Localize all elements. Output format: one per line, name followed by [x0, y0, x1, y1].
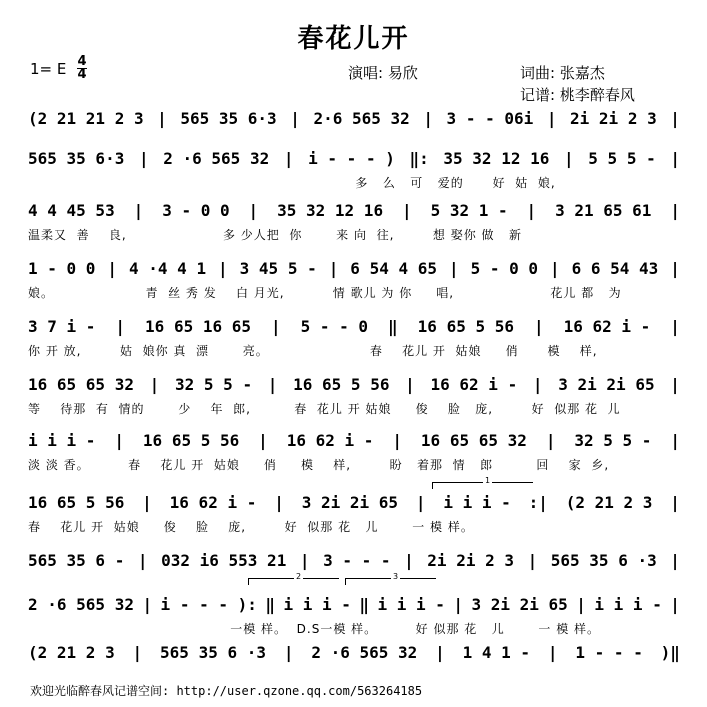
volta-number: 1 — [485, 476, 491, 485]
measure: 5 - - 0 — [300, 316, 369, 336]
barline: | — [258, 430, 268, 450]
measure: 1 - 0 0 — [28, 258, 96, 278]
measure: 565 35 6·3 — [28, 148, 125, 168]
barline: | — [533, 316, 544, 336]
measure: 3 - - - — [323, 550, 391, 570]
barline: | — [218, 258, 228, 278]
notes-row — [28, 548, 680, 572]
measure: 16 65 65 32 — [28, 374, 134, 394]
barline: | — [453, 594, 464, 614]
barline: | — [290, 108, 300, 128]
barline: | — [546, 108, 557, 128]
volta-number: 3 — [393, 572, 399, 581]
page-title: 春花儿开 — [297, 24, 410, 54]
lyrics-row: 一模 样。 D.S一模 样。 好 似那 花 儿 一 模 样。 — [28, 622, 601, 636]
measure: i i i - — [594, 594, 662, 614]
barline: ‖ — [388, 316, 398, 336]
measure: 16 62 i - — [563, 316, 651, 336]
composer-credit: 词曲: 张嘉杰 — [520, 64, 605, 82]
barline: ‖ — [359, 594, 369, 614]
barline: | — [404, 550, 414, 570]
measure: 3 - - 06i — [446, 108, 534, 128]
measure: 35 32 12 16 — [443, 148, 550, 168]
barline: ‖ — [265, 594, 275, 614]
barline: | — [115, 316, 126, 336]
measure: 3 7 i - — [28, 316, 96, 336]
barline: | — [157, 108, 167, 128]
notes-row — [28, 372, 680, 396]
barline: | — [670, 108, 680, 128]
measure: 3 2i 2i 65 — [471, 594, 568, 614]
barline: ‖: — [409, 148, 429, 168]
measure: 35 32 12 16 — [277, 200, 384, 220]
barline: | — [142, 594, 153, 614]
measure: 6 6 54 43 — [571, 258, 659, 278]
measure: i i i - — [283, 594, 351, 614]
barline: | — [392, 430, 402, 450]
notes-row — [28, 256, 680, 280]
measure: (2 21 2 3 — [28, 642, 115, 662]
barline: | — [248, 200, 259, 220]
barline: | — [423, 108, 433, 128]
lyrics-row: 温柔又 善 良, 多 少人把 你 来 向 往, 想 娶你 做 新 — [28, 228, 522, 242]
measure: (2 21 2 3 — [565, 492, 653, 512]
key-signature: 1= E — [30, 60, 67, 78]
measure: 16 62 i - — [430, 374, 518, 394]
measure: 2 ·6 565 32 — [311, 642, 418, 662]
notes-row — [28, 428, 680, 452]
barline: | — [670, 148, 680, 168]
barline: | — [670, 430, 680, 450]
notes-row — [28, 314, 680, 338]
barline: | — [149, 374, 160, 394]
barline: | — [133, 200, 144, 220]
barline: | — [670, 316, 680, 336]
notes-row — [28, 198, 680, 222]
barline: | — [435, 642, 445, 662]
volta-bracket-1 — [432, 476, 533, 489]
measure: 4 4 45 53 — [28, 200, 115, 220]
barline: | — [670, 258, 680, 278]
measure: 3 2i 2i 65 — [301, 492, 399, 512]
measure: 16 62 i - — [169, 492, 257, 512]
measure: i i i - — [443, 492, 511, 512]
measure: i i i - — [28, 430, 96, 450]
barline: | — [138, 148, 149, 168]
lyrics-row: 你 开 放, 姑 娘你 真 漂 亮。 春 花儿 开 姑娘 俏 模 样, — [28, 344, 598, 358]
barline: | — [670, 550, 680, 570]
measure: 16 65 16 65 — [145, 316, 252, 336]
measure: 2 ·6 565 32 — [28, 594, 134, 614]
barline: | — [670, 374, 680, 394]
notes-row — [28, 592, 680, 616]
barline: | — [132, 642, 143, 662]
lyrics-row: 娘。 青 丝 秀 发 白 月光, 情 歌儿 为 你 唱, 花儿 都 为 — [28, 286, 622, 300]
measure: 2i 2i 2 3 — [570, 108, 657, 128]
measure: (2 21 21 2 3 — [28, 108, 144, 128]
barline: | — [271, 316, 281, 336]
measure: 16 65 5 56 — [28, 492, 125, 512]
barline: | — [283, 148, 294, 168]
measure: 3 45 5 - — [239, 258, 317, 278]
footer-link-text: 欢迎光临醉春风记谱空间: http://user.qzone.qq.com/563264185 — [30, 684, 423, 698]
barline: | — [532, 374, 543, 394]
barline: | — [274, 492, 284, 512]
measure: 32 5 5 - — [574, 430, 652, 450]
barline: | — [545, 430, 556, 450]
barline: | — [299, 550, 310, 570]
lyrics-row: 等 待那 有 情的 少 年 郎, 春 花儿 开 姑娘 俊 脸 庞, 好 似那 花 儿 — [28, 402, 621, 416]
volta-number: 2 — [296, 572, 302, 581]
volta-bracket-2 — [248, 572, 339, 585]
measure: 4 ·4 4 1 — [129, 258, 207, 278]
barline: | — [405, 374, 415, 394]
measure: 032 i6 553 21 — [161, 550, 287, 570]
barline: | — [576, 594, 586, 614]
measure: 5 - 0 0 — [470, 258, 539, 278]
measure: 16 65 5 56 — [142, 430, 240, 450]
notes-row — [28, 640, 680, 664]
barline: | — [328, 258, 339, 278]
barline: | — [107, 258, 118, 278]
barline: | — [670, 492, 680, 512]
measure: 2·6 565 32 — [313, 108, 410, 128]
measure: 16 65 65 32 — [420, 430, 527, 450]
measure: 3 21 65 61 — [555, 200, 652, 220]
measure: 16 62 i - — [286, 430, 374, 450]
time-sig-top: 4 — [77, 54, 87, 69]
barline: | — [526, 200, 537, 220]
time-sig-bottom: 4 — [77, 67, 87, 82]
time-signature — [77, 56, 87, 81]
measure: i - - - ): — [160, 594, 257, 614]
measure: 16 65 5 56 — [293, 374, 390, 394]
barline: :| — [528, 492, 548, 512]
barline: | — [448, 258, 459, 278]
lyrics-row: 春 花儿 开 姑娘 俊 脸 庞, 好 似那 花 儿 一 模 样。 — [28, 520, 474, 534]
barline: | — [564, 148, 574, 168]
measure: 1 - - - — [575, 642, 643, 662]
measure: 565 35 6 ·3 — [160, 642, 266, 662]
barline: | — [142, 492, 152, 512]
notes-row — [28, 490, 680, 514]
barline: )‖ — [660, 642, 680, 662]
singer-credit: 演唱: 易欣 — [348, 64, 418, 82]
measure: i - - - ) — [308, 148, 395, 168]
barline: | — [402, 200, 412, 220]
barline: | — [527, 550, 538, 570]
notes-row — [28, 146, 680, 170]
barline: | — [283, 642, 294, 662]
barline: | — [670, 200, 680, 220]
barline: | — [137, 550, 148, 570]
barline: | — [549, 258, 560, 278]
transcriber-credit: 记谱: 桃李醉春风 — [520, 86, 635, 104]
measure: 6 54 4 65 — [350, 258, 437, 278]
barline: | — [267, 374, 278, 394]
measure: 565 35 6 - — [28, 550, 125, 570]
measure: 3 2i 2i 65 — [558, 374, 655, 394]
measure: 565 35 6 ·3 — [550, 550, 657, 570]
measure: 5 32 1 - — [430, 200, 508, 220]
lyrics-row: 多 么 可 爱的 好 姑 娘, — [28, 176, 556, 190]
barline: | — [415, 492, 426, 512]
measure: i i i - — [377, 594, 445, 614]
volta-bracket-3 — [345, 572, 436, 585]
measure: 32 5 5 - — [175, 374, 253, 394]
notes-row — [28, 106, 680, 130]
measure: 16 65 5 56 — [417, 316, 514, 336]
measure: 2 ·6 565 32 — [163, 148, 270, 168]
barline: | — [547, 642, 558, 662]
measure: 5 5 5 - — [588, 148, 656, 168]
barline: | — [670, 594, 680, 614]
measure: 565 35 6·3 — [180, 108, 277, 128]
measure: 2i 2i 2 3 — [427, 550, 514, 570]
measure: 3 - 0 0 — [162, 200, 230, 220]
lyrics-row: 淡 淡 香。 春 花儿 开 姑娘 俏 模 样, 盼 着那 情 郎 回 家 乡, — [28, 458, 610, 472]
measure: 1 4 1 - — [462, 642, 531, 662]
barline: | — [114, 430, 124, 450]
